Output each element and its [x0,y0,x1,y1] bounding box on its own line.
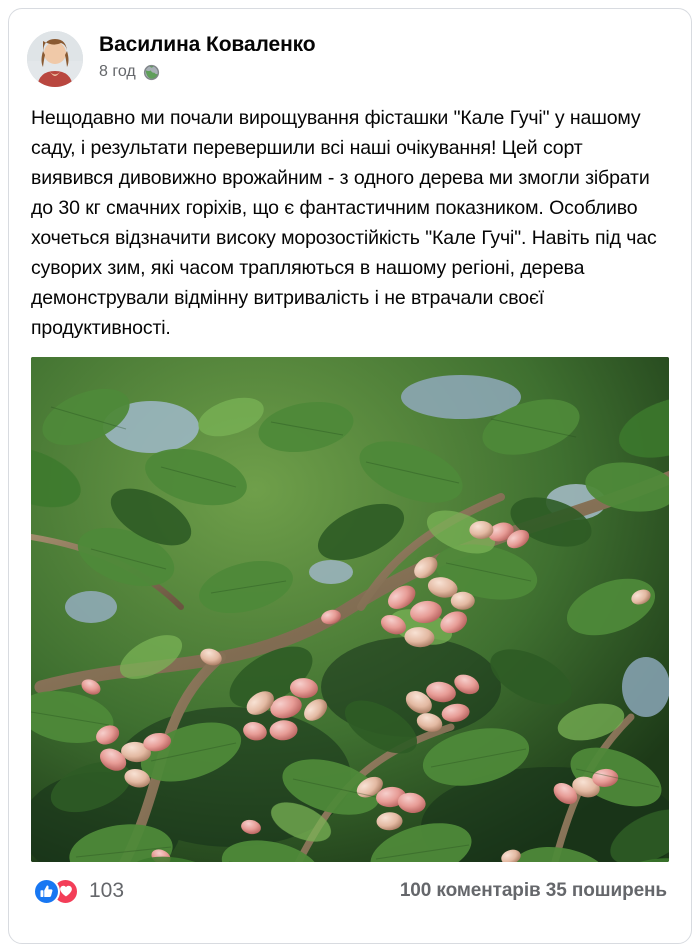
thumbs-up-icon [33,878,60,905]
post-image[interactable] [31,357,669,862]
reactions[interactable] [33,878,124,905]
reaction-icons [33,878,79,905]
post-meta [99,63,316,81]
post-body-text: Нещодавно ми почали вирощування фісташки "Кале Гучі" у нашому саду, і результати перевершили всі наші очікування! Цей сорт виявився дивовижно врожайним - з одного дерева ми змогли зібрати до 30 кг смачних горіхів, що є фантастичним показником. Особливо хочеться відзначити високу морозостійкість "Кале Гучі". Навіть під час суворих зим, які часом трапляються в нашому регіоні, дерева демонстрували відмінну витривалість і не втрачали своєї продуктивності. [31,107,657,339]
comments-shares-stats[interactable]: 100 коментарів 35 поширень [399,880,667,902]
post-timestamp[interactable]: 8 год [99,63,136,80]
post-header [9,9,691,87]
reaction-count: 103 [89,879,125,903]
header-text [99,31,316,81]
globe-icon [143,64,160,81]
author-name[interactable]: Василина Коваленко [99,33,316,56]
post-card [8,8,692,944]
avatar[interactable] [27,31,83,87]
post-footer [9,862,691,943]
